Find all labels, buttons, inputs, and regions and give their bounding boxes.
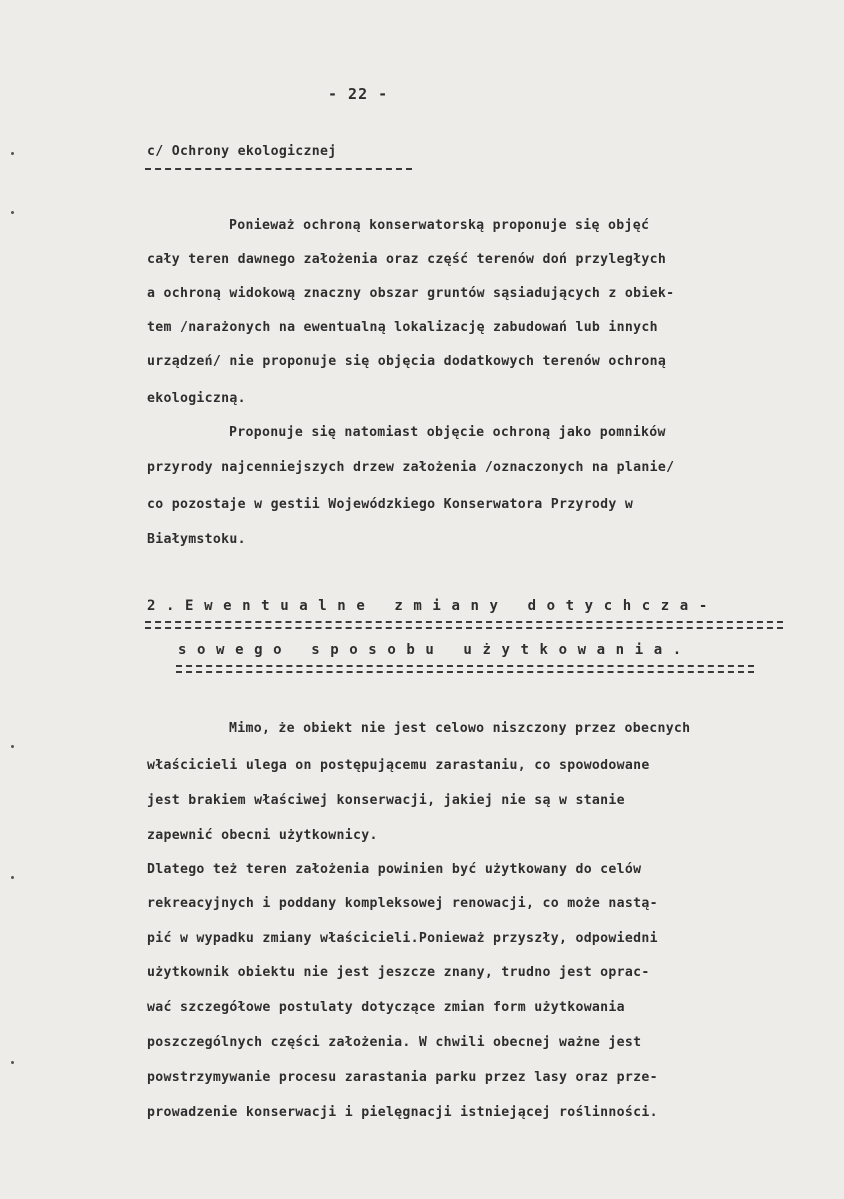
text-line: Ponieważ ochroną konserwatorską proponuje się objęć	[229, 218, 650, 233]
text-line: zapewnić obecni użytkownicy.	[147, 828, 378, 843]
page-number: - 22 -	[328, 85, 389, 103]
text-line: użytkownik obiektu nie jest jeszcze znany, trudno jest oprac-	[147, 965, 650, 980]
heading-underline	[176, 665, 754, 673]
text-line: powstrzymywanie procesu zarastania parku przez lasy oraz prze-	[147, 1070, 658, 1085]
section-2-heading-line-2: sowego sposobu użytkowania.	[178, 642, 692, 658]
heading-underline	[145, 621, 783, 629]
margin-mark	[11, 745, 14, 748]
text-line: Białymstoku.	[147, 532, 246, 547]
text-line: a ochroną widokową znaczny obszar gruntów sąsiadujących z obiek-	[147, 286, 675, 301]
text-line: ekologiczną.	[147, 391, 246, 406]
text-line: urządzeń/ nie proponuje się objęcia dodatkowych terenów ochroną	[147, 354, 667, 369]
text-line: cały teren dawnego założenia oraz część terenów doń przyległych	[147, 252, 667, 267]
text-line: tem /narażonych na ewentualną lokalizację zabudowań lub innych	[147, 320, 658, 335]
margin-mark	[11, 152, 14, 155]
text-line: pić w wypadku zmiany właścicieli.Ponieważ przyszły, odpowiedni	[147, 931, 658, 946]
text-line: poszczególnych części założenia. W chwili obecnej ważne jest	[147, 1035, 642, 1050]
text-line: rekreacyjnych i poddany kompleksowej renowacji, co może nastą-	[147, 896, 658, 911]
margin-mark	[11, 1061, 14, 1064]
text-line: jest brakiem właściwej konserwacji, jakiej nie są w stanie	[147, 793, 625, 808]
margin-mark	[11, 211, 14, 214]
text-line: właścicieli ulega on postępującemu zarastaniu, co spowodowane	[147, 758, 650, 773]
margin-mark	[11, 876, 14, 879]
text-line: prowadzenie konserwacji i pielęgnacji istniejącej roślinności.	[147, 1105, 658, 1120]
text-line: Dlatego też teren założenia powinien być użytkowany do celów	[147, 862, 642, 877]
text-line: Proponuje się natomiast objęcie ochroną jako pomników	[229, 425, 666, 440]
section-2-heading-line-1: 2.Ewentualne zmiany dotychcza-	[147, 598, 718, 614]
text-line: Mimo, że obiekt nie jest celowo niszczony przez obecnych	[229, 721, 691, 736]
text-line: przyrody najcenniejszych drzew założenia /oznaczonych na planie/	[147, 460, 675, 475]
section-c-heading: c/ Ochrony ekologicznej	[147, 144, 337, 159]
text-line: co pozostaje w gestii Wojewódzkiego Konserwatora Przyrody w	[147, 497, 634, 512]
heading-underline	[145, 168, 412, 172]
text-line: wać szczegółowe postulaty dotyczące zmian form użytkowania	[147, 1000, 625, 1015]
